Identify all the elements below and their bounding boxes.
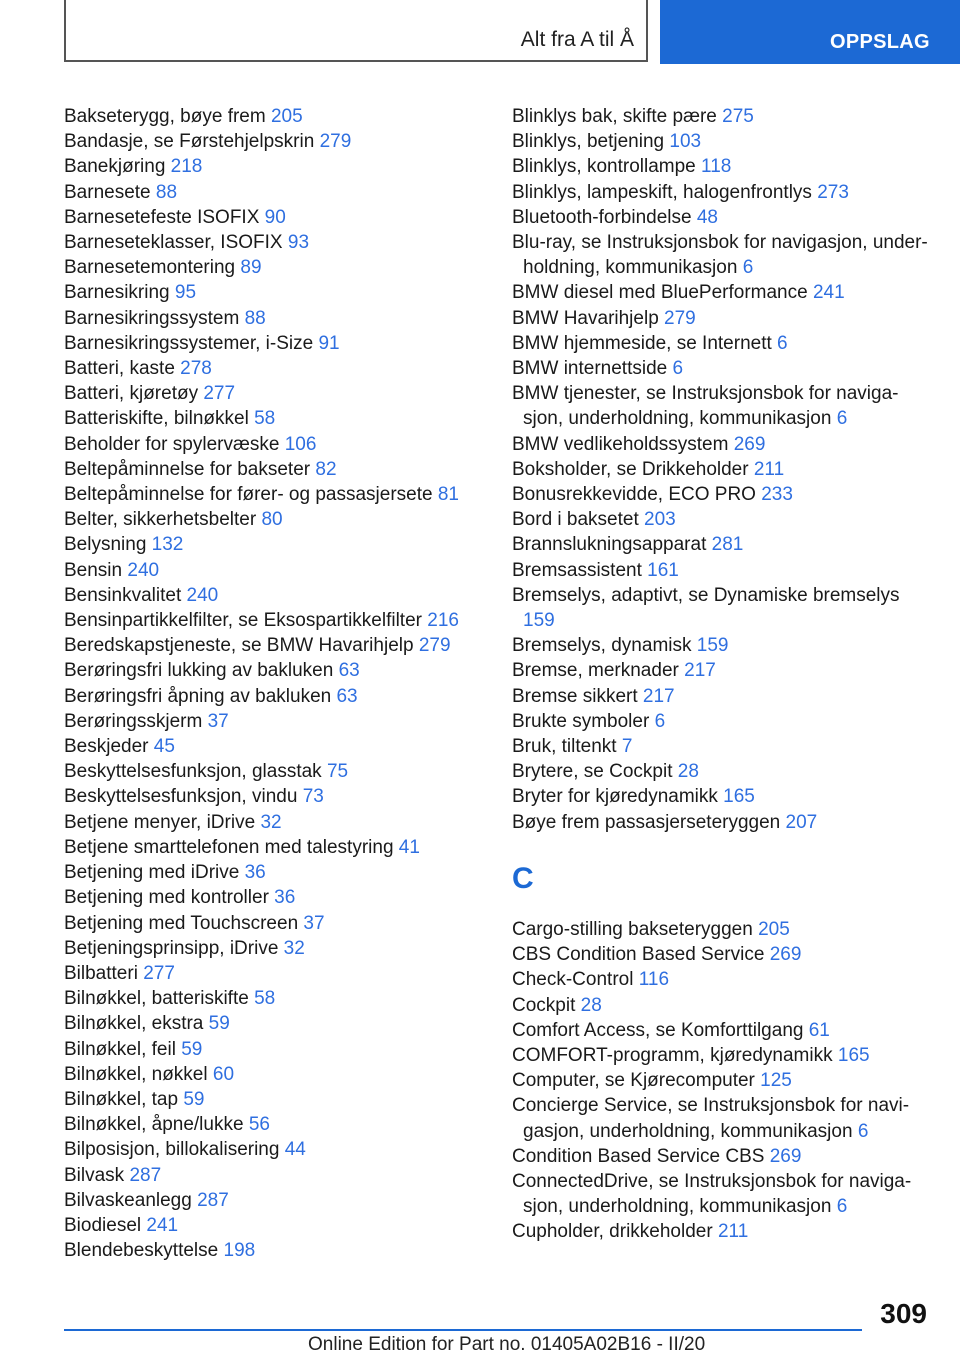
index-page-link[interactable]: 28: [677, 761, 699, 783]
index-entry-text: Barnesetefeste ISOFIX: [64, 206, 260, 228]
index-page-link[interactable]: 233: [761, 484, 793, 506]
index-entry-text: BMW Havarihjelp: [512, 307, 659, 329]
index-entry: [512, 104, 932, 129]
index-page-link[interactable]: 37: [303, 912, 325, 934]
index-page-link[interactable]: 48: [696, 206, 718, 228]
index-entry: [64, 633, 474, 658]
index-entry-text: Barneseteklasser, ISOFIX: [64, 232, 283, 254]
index-page-link[interactable]: 32: [283, 937, 305, 959]
index-entry: [64, 1213, 474, 1238]
index-page-link[interactable]: 161: [647, 559, 679, 581]
index-entry-text: Computer, se Kjørecomputer: [512, 1070, 755, 1092]
index-entry-text: Brytere, se Cockpit: [512, 761, 673, 783]
index-entry: [512, 633, 932, 658]
index-entry: [512, 129, 932, 154]
index-page-link[interactable]: 6: [742, 257, 754, 279]
index-entry-text: Bremse, merknader: [512, 660, 679, 682]
index-page-link[interactable]: 36: [274, 887, 296, 909]
index-entry-text: Blendebeskyttelse: [64, 1240, 219, 1262]
index-entry: [64, 255, 474, 280]
index-page-link[interactable]: 218: [170, 156, 203, 178]
index-page-link[interactable]: 6: [777, 332, 788, 354]
index-entry-text: Belysning: [64, 534, 147, 556]
index-page-link[interactable]: 165: [837, 1044, 870, 1066]
index-column-left: [64, 104, 474, 1263]
index-entry: [64, 734, 474, 759]
index-page-link[interactable]: 41: [398, 836, 420, 858]
index-entry-text: Berøringsfri lukking av bakluken: [64, 660, 334, 682]
index-entry: [64, 381, 474, 406]
index-page-link[interactable]: 275: [722, 106, 754, 127]
index-entry: [64, 709, 474, 734]
index-entry-text: Bremse sikkert: [512, 685, 638, 707]
index-entry: [64, 532, 474, 557]
index-entry: [512, 507, 932, 532]
index-entry-text: Betjening med kontroller: [64, 887, 269, 909]
index-page-link[interactable]: 277: [203, 383, 236, 405]
index-page-link[interactable]: 118: [701, 156, 732, 178]
index-entry: [64, 1037, 474, 1062]
index-entry-text: Bilvaskeanlegg: [64, 1189, 192, 1211]
index-entry-text: Batteri, kaste: [64, 358, 175, 380]
index-entry: [512, 784, 932, 809]
index-entry-text: Bremsassistent: [512, 559, 642, 581]
index-entry-text: Barnesikring: [64, 282, 170, 304]
index-page-link[interactable]: 28: [580, 994, 602, 1016]
index-entry-text: Betjene menyer, iDrive: [64, 811, 256, 833]
index-entry: [64, 1163, 474, 1188]
index-entry-text: BMW diesel med BluePerformance: [512, 282, 808, 304]
index-entry-text: Bilposisjon, billokalisering: [64, 1139, 280, 1161]
index-entry: [64, 936, 474, 961]
index-page-link[interactable]: 75: [326, 761, 349, 783]
index-page-link[interactable]: 278: [180, 358, 212, 380]
index-entry-text: Blinklys bak, skifte pære: [512, 106, 717, 127]
index-page-link[interactable]: 6: [857, 1120, 869, 1142]
index-entry-text: Bord i baksetet: [512, 509, 639, 531]
index-entry-text: Bremselys, dynamisk: [512, 635, 692, 657]
index-entry: [64, 331, 474, 356]
index-entry: [64, 784, 474, 809]
index-entry-text: Bilnøkkel, feil: [64, 1038, 176, 1060]
index-entry: [512, 1219, 932, 1244]
index-group-c: [512, 917, 932, 1245]
index-entry: [64, 1062, 474, 1087]
index-entry-text: Blinklys, lampeskift, halogenfrontlys: [512, 181, 812, 203]
index-page-link[interactable]: 217: [684, 660, 716, 682]
index-entry-text: Concierge Service, se Instruksjonsbok for navigasjon, underholdning, kommunikasjon: [512, 1095, 910, 1142]
index-entry-text: Bonusrekkevidde, ECO PRO: [512, 484, 756, 506]
index-page-link[interactable]: 211: [717, 1221, 749, 1243]
index-entry: [64, 860, 474, 885]
index-entry: [512, 381, 932, 431]
index-entry: [64, 507, 474, 532]
index-entry: [512, 658, 932, 683]
index-entry-text: Bensin: [64, 559, 123, 581]
index-page-link[interactable]: 241: [812, 282, 845, 304]
index-page-link[interactable]: 61: [808, 1019, 830, 1041]
index-page-link[interactable]: 82: [315, 458, 337, 480]
index-entry: [512, 684, 932, 709]
index-entry: [64, 1087, 474, 1112]
index-page-link[interactable]: 7: [621, 736, 633, 758]
index-page-link[interactable]: 269: [769, 944, 802, 966]
index-entry-text: Bilnøkkel, ekstra: [64, 1013, 204, 1035]
index-entry-text: Batteri, kjøretøy: [64, 383, 199, 405]
index-entry-text: Cargo-stilling bakseteryggen: [512, 918, 753, 940]
index-entry-text: Betjeningsprinsipp, iDrive: [64, 937, 279, 959]
index-page-link[interactable]: 205: [270, 106, 303, 127]
index-entry-text: Barnesetemontering: [64, 257, 236, 279]
index-entry-text: Bilnøkkel, batteriskifte: [64, 988, 249, 1010]
index-page-link[interactable]: 58: [254, 408, 276, 430]
index-page-link[interactable]: 125: [760, 1070, 792, 1092]
index-entry: [512, 967, 932, 992]
index-entry-text: Barnesete: [64, 181, 151, 203]
index-page-link[interactable]: 88: [244, 307, 266, 329]
index-entry: [64, 129, 474, 154]
index-entry: [512, 154, 932, 179]
index-entry-text: Betjening med Touchscreen: [64, 912, 299, 934]
header-section-title: Alt fra A til Å: [520, 28, 634, 51]
index-page-link[interactable]: 241: [146, 1214, 179, 1236]
index-page-link[interactable]: 269: [769, 1145, 802, 1167]
index-page-link[interactable]: 287: [129, 1164, 162, 1186]
index-entry: [64, 684, 474, 709]
index-entry: [64, 583, 474, 608]
index-page-link[interactable]: 281: [711, 534, 744, 556]
index-entry: [512, 205, 932, 230]
index-entry: [64, 986, 474, 1011]
index-entry: [512, 993, 932, 1018]
index-entry: [64, 306, 474, 331]
index-entry: [512, 1144, 932, 1169]
index-page-link[interactable]: 90: [264, 206, 286, 228]
index-entry: [64, 759, 474, 784]
index-page-link[interactable]: 81: [437, 484, 459, 506]
index-entry: [64, 911, 474, 936]
index-entry-text: Bilbatteri: [64, 962, 138, 984]
index-section-letter: C: [512, 861, 534, 895]
index-page-link[interactable]: 80: [261, 509, 283, 531]
index-page-link[interactable]: 37: [207, 710, 229, 732]
index-entry-text: BMW hjemmeside, se Internett: [512, 332, 772, 354]
page-number: 309: [880, 1298, 927, 1329]
index-page-link[interactable]: 63: [336, 685, 358, 707]
index-entry: [64, 432, 474, 457]
index-entry: [64, 104, 474, 129]
index-page-link[interactable]: 6: [654, 710, 666, 732]
index-entry: [512, 917, 932, 942]
index-page-link[interactable]: 279: [664, 307, 696, 329]
index-entry: [512, 734, 932, 759]
index-entry: [64, 1011, 474, 1036]
index-entry-text: BMW vedlikeholdssystem: [512, 433, 729, 455]
index-entry: [64, 154, 474, 179]
index-entry-text: Bensinkvalitet: [64, 584, 182, 606]
index-entry-text: Bruk, tiltenkt: [512, 736, 617, 758]
index-entry-text: Barnesikringssystem: [64, 307, 240, 329]
index-entry-text: Betjene smarttelefonen med talestyring: [64, 836, 394, 858]
index-entry: [64, 810, 474, 835]
header-tab-label: OPPSLAG: [830, 31, 930, 53]
index-page-link[interactable]: 88: [155, 181, 178, 203]
index-entry-text: Beltepåminnelse for bakseter: [64, 458, 311, 480]
index-entry: [64, 961, 474, 986]
index-entry-text: Bilnøkkel, tap: [64, 1088, 179, 1110]
index-page-link[interactable]: 205: [758, 918, 790, 940]
index-page-link[interactable]: 93: [287, 232, 310, 254]
index-entry-text: Bryter for kjøredynamikk: [512, 786, 718, 808]
index-page-link[interactable]: 203: [644, 509, 676, 531]
index-entry: [512, 1169, 932, 1219]
footer-rule: [64, 1329, 862, 1331]
index-entry-text: Check-Control: [512, 969, 634, 991]
index-page-link[interactable]: 58: [254, 988, 276, 1010]
index-entry-text: Bilnøkkel, åpne/lukke: [64, 1114, 244, 1136]
index-page-link[interactable]: 6: [836, 408, 848, 430]
index-page-link[interactable]: 279: [319, 131, 352, 153]
index-page-link[interactable]: 279: [418, 635, 451, 657]
index-entry-text: Betjening med iDrive: [64, 862, 240, 884]
index-page-link[interactable]: 269: [733, 433, 766, 455]
index-page-link[interactable]: 56: [248, 1114, 270, 1136]
index-entry: [64, 482, 474, 507]
index-entry-text: Cockpit: [512, 994, 576, 1016]
index-entry-text: Bluetooth-forbindelse: [512, 206, 692, 228]
index-page-link[interactable]: 103: [669, 131, 702, 153]
index-page-link[interactable]: 59: [183, 1088, 205, 1110]
index-page-link[interactable]: 36: [244, 862, 266, 884]
index-entry: [64, 230, 474, 255]
index-entry: [64, 658, 474, 683]
index-page-link[interactable]: 217: [642, 685, 675, 707]
index-entry-text: Barnesikringssystemer, i-Size: [64, 332, 314, 354]
index-entry: [64, 457, 474, 482]
index-page-link[interactable]: 6: [672, 358, 684, 380]
index-group-b: [512, 104, 932, 835]
index-entry: [512, 331, 932, 356]
index-entry-text: Brukte symboler: [512, 710, 650, 732]
index-entry: [512, 709, 932, 734]
index-entry-text: Beskjeder: [64, 736, 149, 758]
index-entry-text: BMW internettside: [512, 358, 668, 380]
index-entry-text: Bilvask: [64, 1164, 125, 1186]
index-entry: [64, 885, 474, 910]
index-entry-text: Cupholder, drikkeholder: [512, 1221, 713, 1243]
footer-edition: Online Edition for Part no. 01405A02B16 - II/20: [308, 1334, 706, 1355]
index-page-link[interactable]: 211: [753, 458, 785, 480]
index-page-link[interactable]: 89: [240, 257, 262, 279]
index-entry: [512, 759, 932, 784]
index-page-link[interactable]: 32: [260, 811, 282, 833]
index-entry-text: Bilnøkkel, nøkkel: [64, 1063, 208, 1085]
index-page-link[interactable]: 59: [181, 1038, 203, 1060]
index-entry-text: Comfort Access, se Komforttilgang: [512, 1019, 804, 1041]
index-entry: [64, 180, 474, 205]
index-page-link[interactable]: 132: [151, 534, 184, 556]
index-column-right: [512, 104, 932, 1245]
index-entry-text: Bakseterygg, bøye frem: [64, 106, 266, 127]
index-page-link[interactable]: 207: [785, 811, 818, 833]
index-entry-text: Berøringsskjerm: [64, 710, 203, 732]
index-entry: [512, 942, 932, 967]
index-entry-text: Belter, sikkerhetsbelter: [64, 509, 257, 531]
index-page-link[interactable]: 240: [127, 559, 160, 581]
index-entry: [512, 558, 932, 583]
index-entry: [64, 1137, 474, 1162]
header-section-box: [64, 0, 648, 62]
index-entry-text: Blu-ray, se Instruksjonsbok for navigasjon, underholdning, kommunikasjon: [512, 232, 928, 279]
index-entry-text: ConnectedDrive, se Instruksjonsbok for navigasjon, underholdning, kommunikasjon: [512, 1170, 912, 1218]
index-page-link[interactable]: 165: [723, 786, 755, 808]
index-entry: [64, 280, 474, 305]
index-entry-text: Banekjøring: [64, 156, 166, 178]
index-entry-text: Beholder for spylervæske: [64, 433, 280, 455]
index-entry: [512, 432, 932, 457]
index-entry-text: CBS Condition Based Service: [512, 944, 765, 966]
index-entry: [512, 810, 932, 835]
index-entry-text: Beredskapstjeneste, se BMW Havarihjelp: [64, 635, 414, 657]
index-entry-text: Brannslukningsapparat: [512, 534, 707, 556]
index-entry-text: Bensinpartikkelfilter, se Eksospartikkelfilter: [64, 610, 422, 632]
index-entry: [512, 180, 932, 205]
index-entry-text: Boksholder, se Drikkeholder: [512, 458, 749, 480]
index-page-link[interactable]: 116: [638, 969, 670, 991]
index-entry-text: Beskyttelsesfunksjon, glasstak: [64, 761, 322, 783]
index-entry-text: Beltepåminnelse for fører- og passasjersete: [64, 484, 433, 506]
index-entry: [512, 306, 932, 331]
index-page-link[interactable]: 273: [817, 181, 849, 203]
index-entry: [512, 457, 932, 482]
index-page-link[interactable]: 159: [696, 635, 729, 657]
index-entry-text: Biodiesel: [64, 1214, 142, 1236]
index-entry: [64, 1112, 474, 1137]
index-entry-text: Berøringsfri åpning av bakluken: [64, 685, 332, 707]
index-entry: [512, 583, 932, 633]
index-entry: [64, 406, 474, 431]
index-page-link[interactable]: 44: [284, 1139, 306, 1161]
index-page-link[interactable]: 45: [153, 736, 175, 758]
index-entry-text: Batteriskifte, bilnøkkel: [64, 408, 249, 430]
index-entry: [64, 1238, 474, 1263]
index-page-link[interactable]: 159: [523, 610, 555, 632]
index-entry: [512, 1068, 932, 1093]
index-entry-text: Blinklys, betjening: [512, 131, 665, 153]
header-tab: [660, 0, 960, 64]
index-page-link[interactable]: 73: [302, 786, 324, 808]
index-entry: [512, 280, 932, 305]
index-entry: [64, 1188, 474, 1213]
index-entry: [512, 1018, 932, 1043]
index-entry-text: Condition Based Service CBS: [512, 1145, 765, 1167]
index-entry-text: Bremselys, adaptivt, se Dynamiske bremselys: [512, 584, 900, 606]
index-entry-text: BMW tjenester, se Instruksjonsbok for navigasjon, underholdning, kommunikasjon: [512, 383, 899, 430]
index-page-link[interactable]: 59: [208, 1013, 230, 1035]
index-entry: [512, 1093, 932, 1143]
index-page-link[interactable]: 6: [836, 1196, 848, 1218]
index-page-link[interactable]: 216: [427, 610, 459, 632]
index-entry: [512, 230, 932, 280]
index-entry-text: Bøye frem passasjerseteryggen: [512, 811, 781, 833]
index-entry: [64, 205, 474, 230]
index-page-link[interactable]: 91: [318, 332, 340, 354]
index-page-link[interactable]: 198: [223, 1240, 256, 1262]
index-page-link[interactable]: 277: [143, 962, 175, 984]
index-page-link[interactable]: 63: [338, 660, 360, 682]
index-page-link[interactable]: 106: [284, 433, 317, 455]
index-entry: [64, 608, 474, 633]
index-entry-text: Beskyttelsesfunksjon, vindu: [64, 786, 298, 808]
index-entry: [64, 558, 474, 583]
index-entry-text: Bandasje, se Førstehjelpskrin: [64, 131, 315, 153]
index-page-link[interactable]: 95: [174, 282, 197, 304]
index-entry: [64, 356, 474, 381]
index-entry: [512, 1043, 932, 1068]
index-entry-text: Blinklys, kontrollampe: [512, 156, 696, 178]
index-entry-text: COMFORT-programm, kjøredynamikk: [512, 1044, 833, 1066]
index-entry: [64, 835, 474, 860]
index-entry: [512, 482, 932, 507]
index-entry: [512, 532, 932, 557]
index-page-link[interactable]: 287: [197, 1189, 229, 1211]
index-page-link[interactable]: 240: [186, 584, 219, 606]
index-page-link[interactable]: 60: [212, 1063, 235, 1085]
index-entry: [512, 356, 932, 381]
